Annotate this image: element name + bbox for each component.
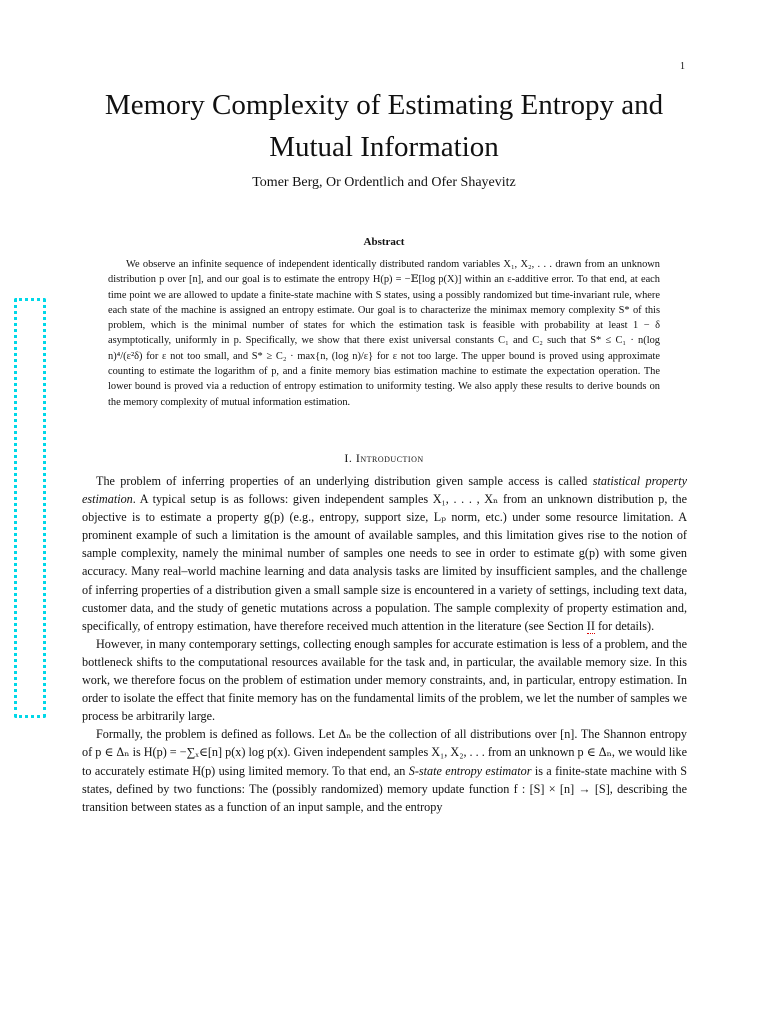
paragraph-text: Formally, the problem is defined as follows. Let Δₙ be the collection of all distributions over [n]. The Shannon entropy of p ∈ Δₙ is H(p) = −∑ₓ∈[n] p(x) log p(x). Given independent samples X₁, X₂, . . . from an unknown p ∈ Δₙ, we would like to accurately estimate H(p) using limited memory. To that end, an [82,727,687,778]
section-number: I. [344,451,353,465]
paper-title: Memory Complexity of Estimating Entropy and Mutual Information [104,89,664,163]
emphasis-text: S-state entropy estimator [408,763,532,778]
abstract-heading: Abstract [363,236,405,248]
paragraph-text: . A typical setup is as follows: given independent samples X₁, . . . , Xₙ from an unknown distribution p, the objective is to estimate a property g(p) (e.g., entropy, support size, Lₚ norm, etc.) under some resource limitation. A prominent example of such a limitation is the amount of available samples, and this limitation gives rise to the notion of sample complexity, namely the minimal number of samples one needs to see in order to estimate g(p) with some given accuracy. Many real–world machine learning and data analysis tasks are limited by insufficient samples, and the challenge of inferring properties of a distribution given a small sample size is encountered in a variety of settings, including text data, customer data, and the study of genetic mutations across a population. The sample complexity of property estimation and, specifically, of entropy estimation, have therefore received much attention in the literature (see Section [82,492,687,633]
margin-highlight-bracket [14,298,46,718]
paragraph-text: for details). [594,618,655,633]
page-number: 1 [680,61,685,72]
section-reference-link[interactable]: II [586,618,595,633]
paragraph-text: The problem of inferring properties of an underlying distribution given sample access is called [96,474,593,488]
section-title: Introduction [355,451,424,465]
paragraph [82,472,687,635]
paragraph-text: is a finite-state machine with S states, defined by two functions: The (possibly randomized) memory update function f : [S] × [n] → [S], describing the transition between states as a function of an input sample, and the entropy [82,763,687,814]
paragraph [82,725,687,815]
paragraph: However, in many contemporary settings, collecting enough samples for accurate estimation is less of a problem, and the bottleneck shifts to the computational resources available for the task and, in particular, the available memory size. In this work, we therefore focus on the problem of estimation under memory constraints, and, in particular, entropy estimation. In order to isolate the effect that finite memory has on the fundamental limits of the problem, we let the number of samples we process be arbitrarily large. [82,636,687,724]
emphasis-text: statistical property estimation [82,474,687,507]
introduction-body [82,472,687,816]
author-list: Tomer Berg, Or Ordentlich and Ofer Shayevitz [252,175,516,190]
section-heading-introduction [84,451,684,466]
abstract-text: We observe an infinite sequence of independent identically distributed random variables X₁, X₂, . . . drawn from an unknown distribution p over [n], and our goal is to estimate the entropy H(p) = −𝔼[log p(X)] within an ε-additive error. To that end, at each time point we are allowed to update a finite-state machine with S states, using a possibly randomized but time-invariant rule, where each state of the machine is assigned an entropy estimate. Our goal is to characterize the minimax memory complexity S* of this problem, which is the minimal number of states for which the estimation task is feasible with probability at least 1 − δ asymptotically, uniformly in p. Specifically, we show that there exist universal constants C₁ and C₂ such that S* ≤ C₁ · n(log n)⁴/(ε²δ) for ε not too small, and S* ≥ C₂ · max{n, (log n)/ε} for ε not too large. The upper bound is proved using approximate counting to estimate the logarithm of p, and a finite memory bias estimation machine to estimate the expectation operation. The lower bound is proved via a reduction of entropy estimation to uniformity testing. We also apply these results to derive bounds on the memory complexity of mutual information estimation. [108,259,660,408]
